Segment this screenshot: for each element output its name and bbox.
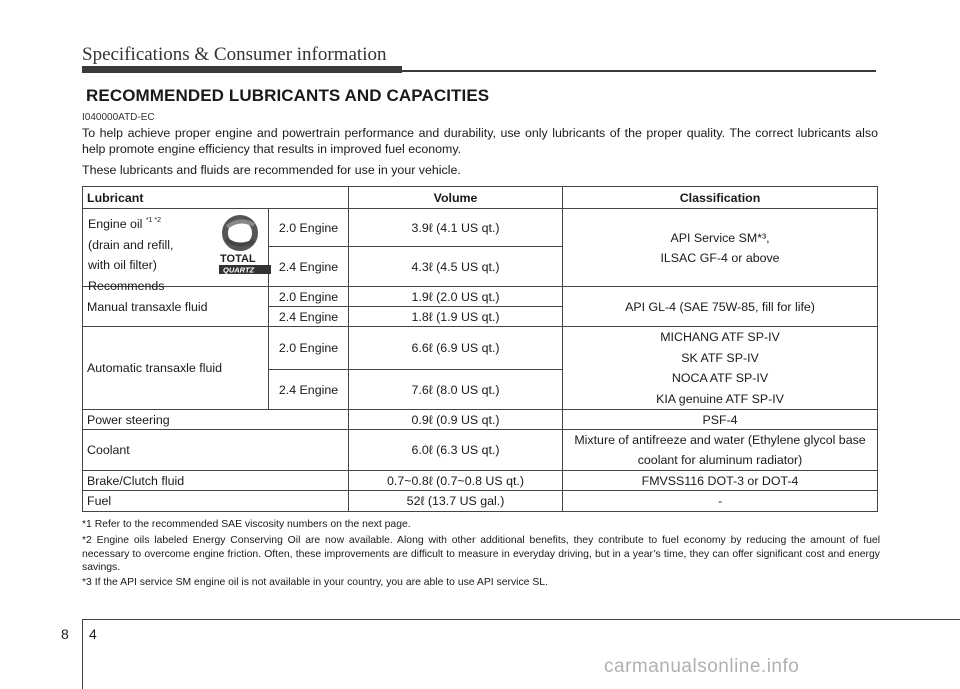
volume-cell: 52ℓ (13.7 US gal.): [349, 491, 563, 512]
footnote-1: [82, 518, 880, 532]
lubricant-name-cell: Fuel: [83, 491, 349, 512]
footer-rule-vertical: [82, 619, 83, 689]
volume-cell: 1.9ℓ (2.0 US qt.): [349, 287, 563, 307]
header-rule-thick: [82, 66, 402, 73]
atf-class-3: NOCA ATF SP-IV: [671, 371, 769, 385]
footnote-3: [82, 576, 880, 590]
table-row: [83, 430, 878, 471]
table-row: [83, 471, 878, 491]
document-code: I040000ATD-EC: [82, 112, 155, 123]
engine-cell: 2.4 Engine: [269, 247, 349, 287]
footnote-mark: *3: [82, 577, 92, 588]
classification-cell: FMVSS116 DOT-3 or DOT-4: [563, 471, 878, 491]
total-quartz-logo: [218, 213, 274, 275]
page-title: RECOMMENDED LUBRICANTS AND CAPACITIES: [86, 86, 490, 105]
engine-oil-line-4: Recommends: [88, 278, 165, 293]
page-number: 4: [89, 626, 97, 642]
engine-oil-label: Engine oil: [88, 217, 143, 231]
atf-class-1: MICHANG ATF SP-IV: [660, 330, 780, 344]
volume-cell: 7.6ℓ (8.0 US qt.): [349, 370, 563, 410]
footer-rule-horizontal: [82, 619, 960, 620]
volume-cell: 6.6ℓ (6.9 US qt.): [349, 327, 563, 370]
footnote-mark: *2: [82, 535, 92, 546]
table-row: [83, 491, 878, 512]
engine-cell: 2.0 Engine: [269, 209, 349, 247]
lubricant-name-cell: Brake/Clutch fluid: [83, 471, 349, 491]
engine-cell: 2.0 Engine: [269, 287, 349, 307]
footnote-mark: *1: [82, 519, 92, 530]
footnote-text: If the API service SM engine oil is not available in your country, you are able to use API service SL.: [94, 577, 548, 588]
table-row: [83, 287, 878, 307]
table-row: [83, 209, 878, 247]
engine-oil-footnote-marks: *1 *2: [145, 217, 162, 224]
watermark: carmanualsonline.info: [604, 656, 800, 677]
engine-cell: 2.4 Engine: [269, 307, 349, 327]
lubricants-table: [82, 186, 878, 512]
chapter-number: 8: [61, 626, 69, 642]
table-header-row: [83, 187, 878, 209]
classification-cell: PSF-4: [563, 410, 878, 430]
classification-cell: [563, 209, 878, 287]
engine-oil-cell: [83, 209, 269, 293]
engine-cell: 2.0 Engine: [269, 327, 349, 370]
lubricant-name-cell: Manual transaxle fluid: [83, 287, 269, 327]
table-row: [83, 327, 878, 370]
header-classification: Classification: [563, 187, 878, 209]
classification-cell: Mixture of antifreeze and water (Ethylene glycol base coolant for aluminum radiator): [563, 430, 878, 471]
volume-cell: 4.3ℓ (4.5 US qt.): [349, 247, 563, 287]
footnote-text: Refer to the recommended SAE viscosity numbers on the next page.: [94, 519, 411, 530]
classification-cell: API GL-4 (SAE 75W-85, fill for life): [563, 287, 878, 327]
engine-oil-line-2: (drain and refill,: [88, 237, 174, 252]
volume-cell: 1.8ℓ (1.9 US qt.): [349, 307, 563, 327]
engine-oil-class-2: ILSAC GF-4 or above: [660, 250, 780, 265]
table-row: [83, 410, 878, 430]
engine-oil-line-3: with oil filter): [88, 258, 157, 272]
intro-paragraph-2: These lubricants and fluids are recommended for use in your vehicle.: [82, 163, 461, 177]
intro-paragraph: To help achieve proper engine and powertrain performance and durability, use only lubricants of the proper quality. The correct lubricants also help promote engine efficiency that results in improved fuel economy.: [82, 126, 878, 156]
classification-cell: -: [563, 491, 878, 512]
lubricant-name-cell: Automatic transaxle fluid: [83, 327, 269, 410]
volume-cell: 0.7~0.8ℓ (0.7~0.8 US qt.): [349, 471, 563, 491]
atf-class-2: SK ATF SP-IV: [681, 350, 759, 365]
header-volume: Volume: [349, 187, 563, 209]
footnote-text: Engine oils labeled Energy Conserving Oil are now available. Along with other additional benefits, they contribute to fuel economy by reducing the amount of fuel necessary to overcome engine friction. Often, these improvements are difficult to measure in everyday driving, but in a year’s time, they can offer significant cost and energy savings.: [82, 535, 881, 573]
header-lubricant: Lubricant: [83, 187, 349, 209]
engine-cell: 2.4 Engine: [269, 370, 349, 410]
atf-class-4: KIA genuine ATF SP-IV: [656, 391, 784, 406]
section-header: Specifications & Consumer information: [82, 44, 387, 65]
lubricant-name-cell: Coolant: [83, 430, 349, 471]
logo-quartz-text: QUARTZ: [223, 265, 255, 275]
volume-cell: 0.9ℓ (0.9 US qt.): [349, 410, 563, 430]
logo-total-text: TOTAL: [220, 253, 256, 265]
engine-oil-class-1: API Service SM*³,: [670, 230, 770, 245]
footnote-2: [82, 534, 880, 575]
volume-cell: 6.0ℓ (6.3 US qt.): [349, 430, 563, 471]
classification-cell: [563, 327, 878, 410]
volume-cell: 3.9ℓ (4.1 US qt.): [349, 209, 563, 247]
header-rule-thin: [402, 70, 876, 72]
lubricant-name-cell: Power steering: [83, 410, 349, 430]
